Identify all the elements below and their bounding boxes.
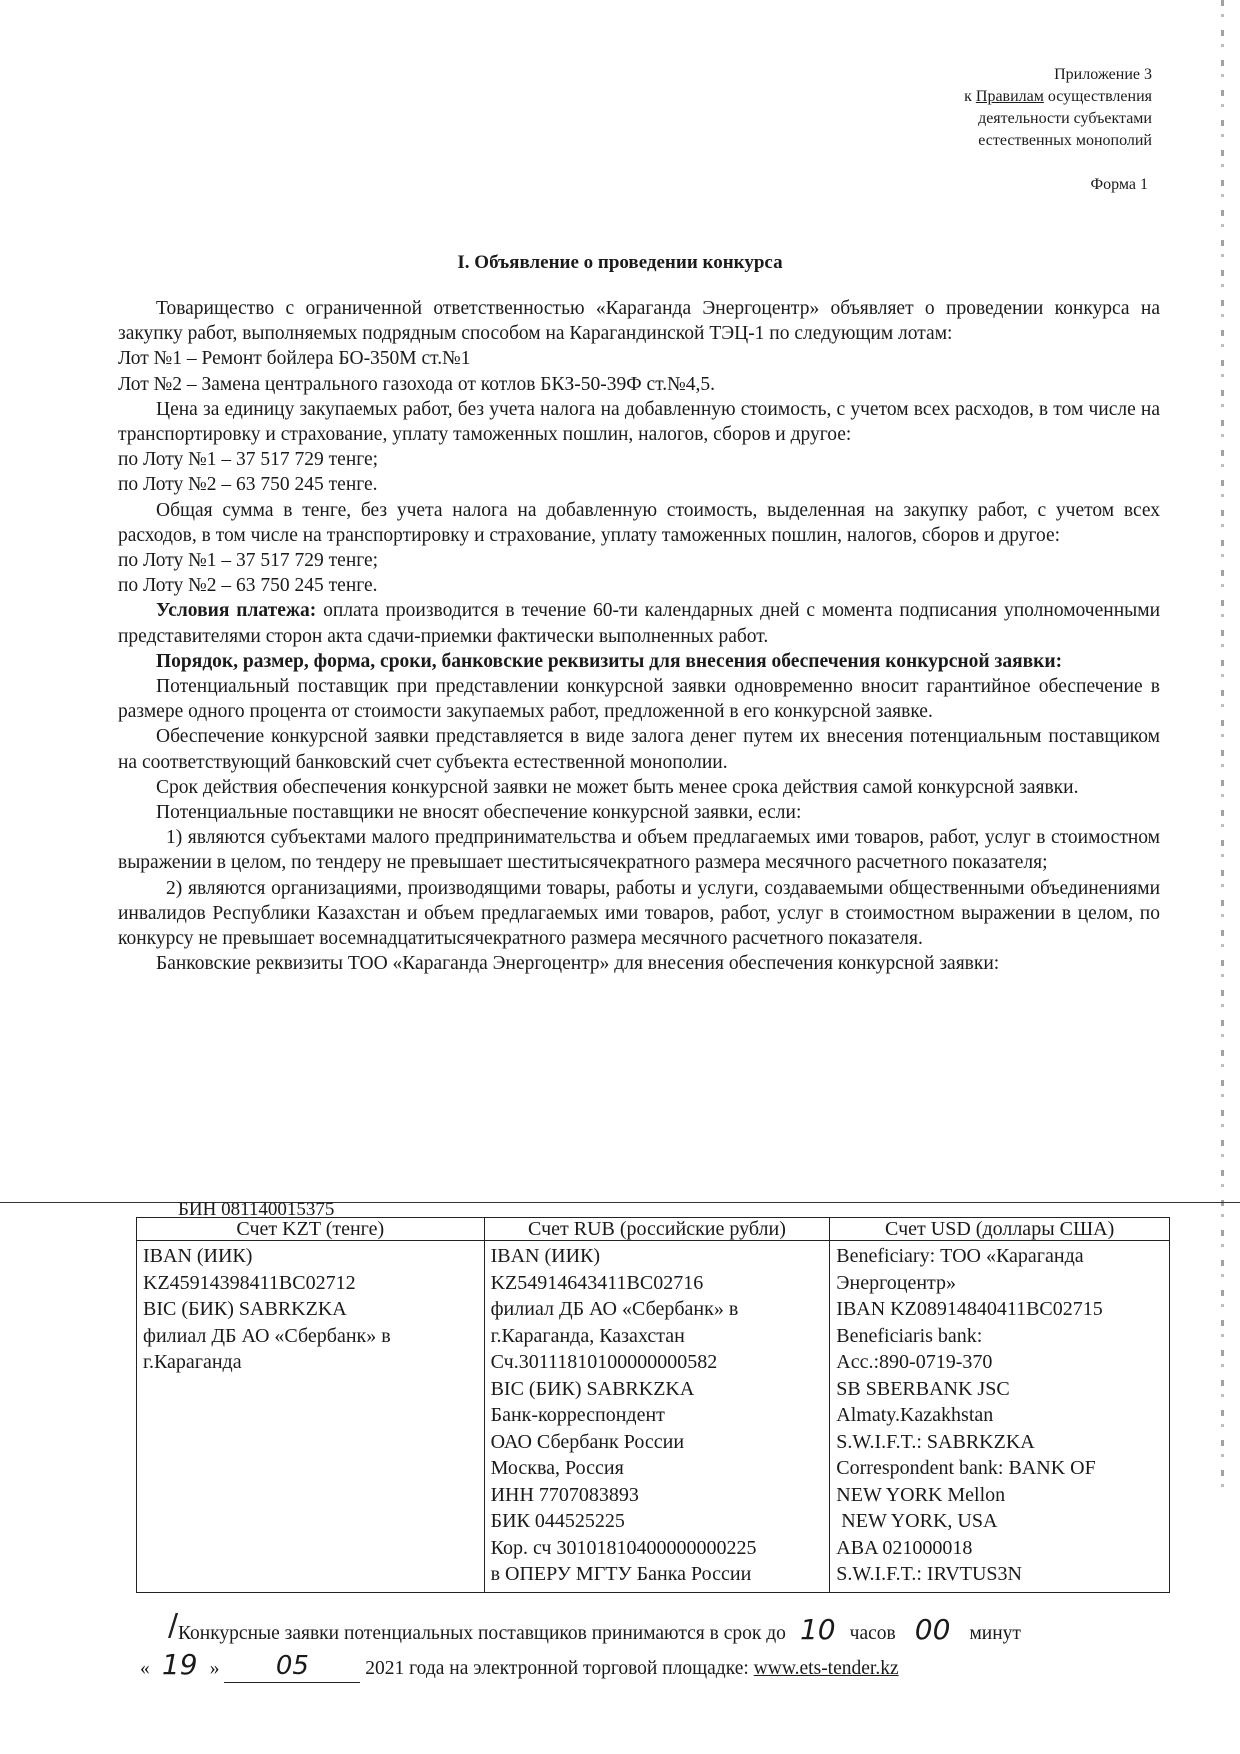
rub-line: ИНН 7707083893 bbox=[490, 1483, 639, 1506]
form-number: Форма 1 bbox=[1090, 176, 1148, 193]
handwritten-day: 19 bbox=[161, 1648, 198, 1681]
paragraph-exemption-2: 2) являются организациями, производящими товары, работы и услуги, создаваемыми общественными объединениями инвалидов Республики Казахстан и объем предлагаемых ими товаров, работ, услуг в стоимостном выражении в целом, по конкурсу не превышает восемнадцатитысячекратного размера месячного расчетного показателя. bbox=[118, 877, 1160, 950]
payment-terms-label: Условия платежа: bbox=[156, 600, 317, 622]
lot-2: Лот №2 – Замена центрального газохода от котлов БКЗ-50-39Ф ст.№4,5. bbox=[118, 373, 715, 395]
rub-line: IBAN (ИИК) bbox=[490, 1245, 601, 1267]
handwritten-month: 05 bbox=[224, 1651, 360, 1683]
open-quote: « bbox=[140, 1658, 150, 1679]
rub-line: Банк-корреспондент bbox=[490, 1404, 665, 1426]
total-lot-2: по Лоту №2 – 63 750 245 тенге. bbox=[118, 575, 378, 597]
usd-line: Acc.:890-0719-370 bbox=[836, 1351, 993, 1373]
annex-line-3: деятельности субъектами bbox=[978, 110, 1152, 127]
security-heading: Порядок, размер, форма, сроки, банковские реквизиты для внесения обеспечения конкурсной заявки: bbox=[156, 650, 1063, 672]
scan-edge-artifact bbox=[1221, 0, 1224, 1500]
usd-line: S.W.I.F.T.: IRVTUS3N bbox=[836, 1563, 1022, 1585]
deadline-line-2 bbox=[140, 1649, 1190, 1684]
usd-account-cell bbox=[830, 1241, 1170, 1593]
paragraph-bank-intro: Банковские реквизиты ТОО «Караганда Энергоцентр» для внесения обеспечения конкурсной заявки: bbox=[156, 953, 1000, 975]
kzt-line: филиал ДБ АО «Сбербанк» в bbox=[143, 1324, 391, 1347]
usd-line: NEW YORK, USA bbox=[836, 1510, 998, 1532]
header-rub: Счет RUB (российские рубли) bbox=[484, 1218, 830, 1241]
lot-1: Лот №1 – Ремонт бойлера БО-350М ст.№1 bbox=[118, 348, 471, 370]
kzt-account-cell bbox=[137, 1241, 485, 1593]
rub-line: г.Караганда, Казахстан bbox=[490, 1324, 685, 1347]
deadline-text: Конкурсные заявки потенциальных поставщиков принимаются в срок до bbox=[178, 1623, 786, 1644]
submission-deadline bbox=[140, 1613, 1190, 1684]
rub-line: KZ54914643411BC02716 bbox=[490, 1271, 704, 1294]
deadline-line-1 bbox=[178, 1614, 1190, 1649]
paragraph-exemption-1: 1) являются субъектами малого предпринимательства и объем предлагаемых ими товаров, работ, услуг в стоимостном выражении в целом, по тендеру не превышает шеститысячекратного размера месячного расчетного показателя; bbox=[118, 827, 1160, 874]
annex-line-2-text: к Правилам осуществления bbox=[964, 88, 1152, 105]
kzt-line: IBAN (ИИК) bbox=[143, 1245, 253, 1267]
minutes-label: минут bbox=[969, 1623, 1021, 1644]
bank-table-row bbox=[137, 1241, 1170, 1593]
paragraph-security-3: Срок действия обеспечения конкурсной заявки не может быть менее срока действия самой конкурсной заявки. bbox=[156, 776, 1079, 798]
tender-site-link[interactable]: www.ets-tender.kz bbox=[753, 1658, 899, 1679]
rub-account-cell bbox=[484, 1241, 830, 1593]
total-lot-1: по Лоту №1 – 37 517 729 тенге; bbox=[118, 550, 379, 572]
usd-line: ABA 021000018 bbox=[836, 1536, 973, 1559]
header-kzt: Счет KZT (тенге) bbox=[137, 1218, 485, 1241]
usd-line: IBAN KZ08914840411BC02715 bbox=[836, 1298, 1103, 1320]
bank-table-header-row bbox=[137, 1218, 1170, 1241]
paragraph-security-2: Обеспечение конкурсной заявки представляется в виде залога денег путем их внесения потенциальным поставщиком на соответствующий банковский счет субъекта естественной монополии. bbox=[118, 726, 1160, 773]
usd-line: Энергоцентр» bbox=[836, 1271, 957, 1294]
bin-number: БИН 081140015375 bbox=[178, 1199, 335, 1220]
usd-line: S.W.I.F.T.: SABRKZKA bbox=[836, 1430, 1035, 1453]
paragraph-security-1: Потенциальный поставщик при представлении конкурсной заявки одновременно вносит гарантийное обеспечение в размере одного процента от стоимости закупаемых работ, предложенной в его конкурсной заявке. bbox=[118, 676, 1160, 723]
paragraph-unit-price: Цена за единицу закупаемых работ, без учета налога на добавленную стоимость, с учетом всех расходов, в том числе на транспортировку и страхование, уплату таможенных пошлин, налогов, сборов и другое: bbox=[118, 398, 1160, 446]
usd-line: NEW YORK Mellon bbox=[836, 1483, 1006, 1506]
rub-line: BIC (БИК) SABRKZKA bbox=[490, 1377, 695, 1400]
handwritten-bracket-mark: / bbox=[168, 1608, 179, 1643]
hours-label: часов bbox=[849, 1623, 896, 1644]
usd-line: Correspondent bank: BANK OF bbox=[836, 1457, 1096, 1479]
annex-line-1: Приложение 3 bbox=[1054, 66, 1152, 83]
year-text: 2021 года на электронной торговой площадке: bbox=[365, 1658, 749, 1679]
unit-price-lot-1: по Лоту №1 – 37 517 729 тенге; bbox=[118, 449, 379, 471]
header-usd: Счет USD (доллары США) bbox=[830, 1218, 1170, 1241]
paragraph-exemption-intro: Потенциальные поставщики не вносят обеспечение конкурсной заявки, если: bbox=[156, 802, 802, 824]
annex-line-4: естественных монополий bbox=[978, 132, 1152, 149]
kzt-line: г.Караганда bbox=[143, 1351, 242, 1373]
unit-price-lot-2: по Лоту №2 – 63 750 245 тенге. bbox=[118, 474, 378, 496]
rub-line: БИК 044525225 bbox=[490, 1510, 625, 1532]
usd-line: Almaty.Kazakhstan bbox=[836, 1404, 994, 1426]
usd-line: SB SBERBANK JSC bbox=[836, 1377, 1010, 1400]
rub-line: Кор. сч 30101810400000000225 bbox=[490, 1536, 757, 1559]
paragraph-intro: Товарищество с ограниченной ответственностью «Караганда Энергоцентр» объявляет о проведении конкурса на закупку работ, выполняемых подрядным способом на Карагандинской ТЭЦ-1 по следующим лотам: bbox=[118, 298, 1160, 345]
close-quote: » bbox=[209, 1658, 220, 1679]
annex-header bbox=[812, 64, 1152, 152]
rub-line: филиал ДБ АО «Сбербанк» в bbox=[490, 1298, 739, 1320]
document-title: I. Объявление о проведении конкурса bbox=[457, 252, 783, 273]
usd-line: Beneficiaris bank: bbox=[836, 1324, 983, 1347]
handwritten-hours: 10 bbox=[799, 1613, 836, 1646]
rub-line: в ОПЕРУ МГТУ Банка России bbox=[490, 1563, 752, 1585]
rub-line: ОАО Сбербанк России bbox=[490, 1430, 685, 1453]
payment-terms-text: оплата производится в течение 60-ти календарных дней с момента подписания уполномоченными представителями сторон акта сдачи-приемки фактически выполненных работ. bbox=[118, 600, 1161, 647]
kzt-line: KZ45914398411BC02712 bbox=[143, 1271, 356, 1294]
paragraph-payment-terms bbox=[118, 598, 1160, 648]
rub-line: Сч.30111810100000000582 bbox=[490, 1351, 718, 1373]
rub-line: Москва, Россия bbox=[490, 1457, 624, 1479]
usd-line: Beneficiary: ТОО «Караганда bbox=[836, 1245, 1084, 1267]
paragraph-total-sum: Общая сумма в тенге, без учета налога на добавленную стоимость, выделенная на закупку работ, с учетом всех расходов, в том числе на транспортировку и страхование, уплату таможенных пошлин, налогов, сборов и другое: bbox=[118, 499, 1160, 546]
document-body bbox=[118, 296, 1160, 976]
annex-line-2 bbox=[812, 86, 1152, 108]
handwritten-minutes: 00 bbox=[914, 1613, 951, 1646]
bank-details-table bbox=[136, 1217, 1170, 1593]
kzt-line: BIC (БИК) SABRKZKA bbox=[143, 1298, 347, 1320]
